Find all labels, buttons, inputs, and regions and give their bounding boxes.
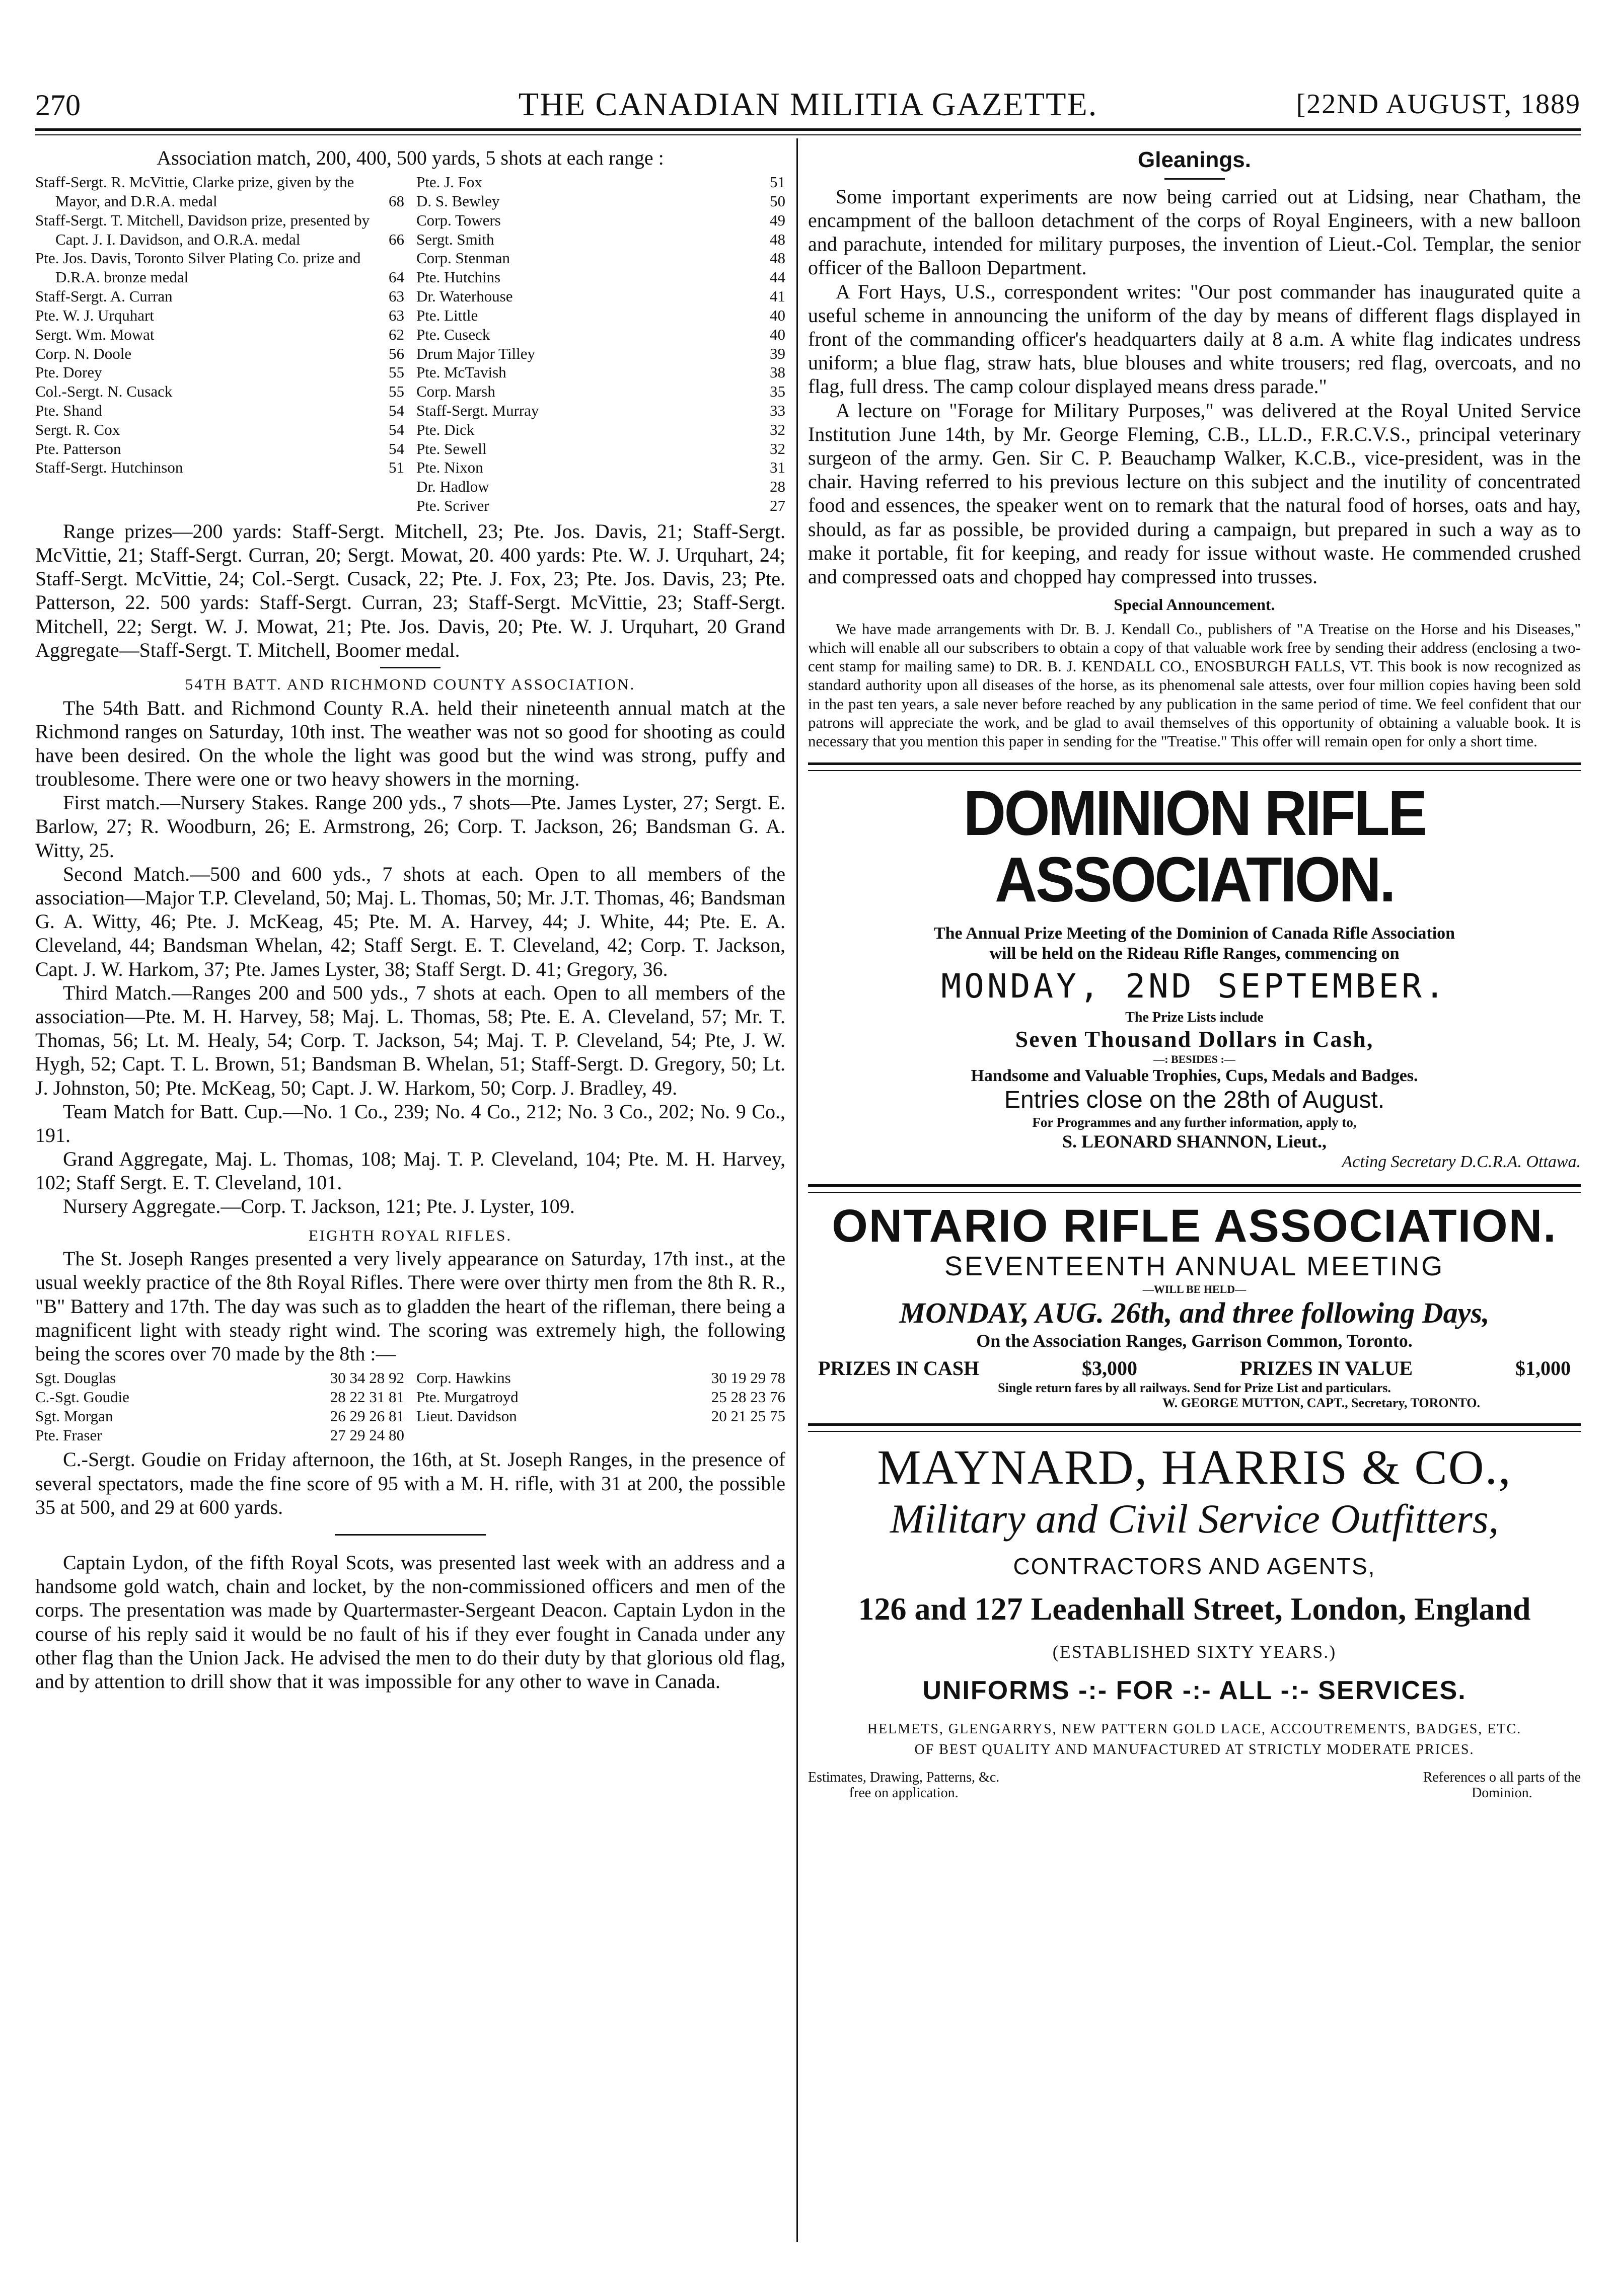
result-name: C.-Sgt. Goudie [35,1388,129,1406]
mh-uniforms: UNIFORMS -:- FOR -:- ALL -:- SERVICES. [922,1676,1467,1706]
mh-name: MAYNARD, HARRIS & CO., [877,1440,1512,1495]
result-row [416,458,785,477]
result-name: Dr. Waterhouse [416,287,513,305]
ora-title: ONTARIO RIFLE ASSOCIATION. [832,1200,1557,1252]
section-heading-8th: EIGHTH ROYAL RIFLES. [308,1226,512,1244]
mh-items: HELMETS, GLENGARRYS, NEW PATTERN GOLD LACE, ACCOUTREMENTS, BADGES, ETC. [867,1721,1522,1737]
dra-line: The Prize Lists include [1125,1009,1264,1025]
result-row [35,306,404,325]
result-row [416,439,785,458]
result-row [35,325,404,344]
result-name: Staff-Sergt. Hutchinson [35,458,183,477]
assoc-results [35,173,785,515]
result-name: Corp. N. Doole [35,344,132,362]
result-score: 27 29 24 80 [330,1426,404,1444]
result-score: 35 [770,382,785,401]
result-score: 66 [389,230,404,248]
dra-role: Acting Secretary D.C.R.A. Ottawa. [1342,1153,1581,1172]
masthead [35,75,1581,136]
section-rule [335,1534,486,1536]
result-row [416,496,785,515]
dra-advertisement [808,780,1581,1172]
result-name: Sgt. Morgan [35,1407,113,1425]
ora-advertisement [808,1202,1581,1411]
mh-footer-left [808,1770,999,1801]
s8-scores-left [35,1368,404,1444]
result-row [416,306,785,325]
ora-prizes-value-label: PRIZES IN VALUE [1239,1357,1413,1380]
result-score: 63 [389,287,404,305]
result-name: Pte. J. Fox [416,173,482,191]
result-row [35,287,404,306]
result-name: Sergt. R. Cox [35,420,120,438]
s54-nursery-aggregate: Nursery Aggregate.—Corp. T. Jackson, 121; Pte. J. Lyster, 109. [63,1195,575,1218]
result-score: 41 [770,287,785,305]
result-name: Col.-Sergt. N. Cusack [35,382,173,401]
ora-place: On the Association Ranges, Garrison Common, Toronto. [976,1330,1413,1351]
dra-line: The Annual Prize Meeting of the Dominion of Canada Rifle Association [933,924,1455,943]
result-row [35,249,404,287]
result-score: 55 [389,382,404,401]
mh-quality: OF BEST QUALITY AND MANUFACTURED AT STRICTLY MODERATE PRICES. [914,1741,1475,1757]
result-row [416,192,785,211]
result-name: Sgt. Douglas [35,1369,116,1387]
result-name: Corp. Marsh [416,382,495,401]
result-score: 54 [389,401,404,419]
right-column [808,146,1581,1801]
s54-first-match: First match.—Nursery Stakes. Range 200 yds., 7 shots—Pte. James Lyster, 27; Sergt. E. Barlow, 27; R. Woodburn, 26; E. Armstrong, 26; Corp. T. Jackson, 26; Bandsman G. A. Witty, 25. [35,791,785,862]
gleanings-fort-hays: A Fort Hays, U.S., correspondent writes: "Our post commander has inaugurated quite a useful scheme in announcing the uniform of the day by means of different flags displayed in front of the commanding officer's headquarters daily at 8 a.m. A white flag indicates undress uniform; a blue flag, straw hats, blue blouses and white trousers; red flag, overcoats, and no flag, full dress. The camp colour displayed means dress parade." [808,280,1581,398]
dra-title: DOMINION RIFLE ASSOCIATION. [963,778,1426,915]
result-score: 50 [770,192,785,210]
result-score: 64 [389,268,404,286]
gleanings-heading: Gleanings. [1138,147,1251,172]
dra-trophies: Handsome and Valuable Trophies, Cups, Medals and Badges. [971,1066,1418,1086]
result-score: 62 [389,325,404,343]
result-row [35,420,404,439]
assoc-results-left [35,173,404,515]
mh-contractors: CONTRACTORS AND AGENTS, [1013,1553,1376,1580]
ora-subtitle: SEVENTEENTH ANNUAL MEETING [944,1251,1445,1281]
result-row [416,1368,785,1388]
special-announcement-heading: Special Announcement. [1114,595,1275,614]
result-score: 26 29 26 81 [330,1407,404,1425]
result-score: 28 22 31 81 [330,1388,404,1406]
special-announcement-body: We have made arrangements with Dr. B. J. Kendall Co., publishers of "A Treatise on the Horse and his Diseases," which will enable all our subscribers to obtain a copy of that valuable work free by sending their address (enclosing a two-cent stamp for mailing same) to DR. B. J. KENDALL CO., ENOSBURGH FALLS, VT. This book is now recognized as standard authority upon all diseases of the horse, as its phenomenal sale attests, over four million copies having been sold in the past ten years, a sale never before reached by any publication in the same period of time. We feel confident that our patrons will appreciate the work, and be glad to avail themselves of this opportunity of obtaining a valuable book. It is necessary that you mention this paper in sending for the "Treatise." This offer will remain open for only a short time. [808,620,1581,750]
ora-fares: Single return fares by all railways. Send for Prize List and particulars. [998,1380,1391,1395]
result-score: 25 28 23 76 [711,1388,785,1406]
dra-entries: Entries close on the 28th of August. [1004,1087,1385,1114]
result-name: Pte. Cuseck [416,325,490,343]
result-row [35,439,404,458]
mh-tagline: Military and Civil Service Outfitters, [890,1495,1499,1542]
result-name: Corp. Hawkins [416,1369,511,1387]
result-score: 54 [389,420,404,438]
result-row [416,287,785,306]
header-rule [35,128,1581,135]
result-score: 30 34 28 92 [330,1369,404,1387]
result-name: Pte. Fraser [35,1426,102,1444]
result-name: Dr. Hadlow [416,478,489,496]
result-score: 32 [770,420,785,438]
result-row [416,325,785,344]
left-column [35,146,785,1693]
result-name: Sergt. Wm. Mowat [35,325,155,343]
result-row [416,1407,785,1426]
mh-established: (ESTABLISHED SIXTY YEARS.) [1052,1641,1337,1662]
dra-besides: —: BESIDES :— [1153,1053,1235,1066]
result-score: 48 [770,249,785,267]
page-number: 270 [35,89,81,122]
result-name: Staff-Sergt. Murray [416,401,539,419]
ora-prizes-value: $1,000 [1515,1357,1571,1380]
ora-prizes-cash: $3,000 [1082,1357,1138,1380]
newspaper-title: THE CANADIAN MILITIA GAZETTE. [518,86,1098,123]
result-row [416,401,785,420]
mh-footer-left-line: free on application. [849,1785,959,1801]
result-name: D. S. Bewley [416,192,500,210]
result-row [35,363,404,382]
ad-rule [808,762,1581,771]
result-score: 40 [770,325,785,343]
lydon-article: Captain Lydon, of the fifth Royal Scots, was presented last week with an address and a handsome gold watch, chain and locket, by the non-commissioned officers and men of the corps. The presentation was made by Quartermaster-Sergeant Deacon. Captain Lydon in the course of his reply said it would be no fault of his if they ever fought in Canada under any other flag than the Union Jack. He advised the men to do their duty by that glorious old flag, and by attention to drill show that it was impossible for any other to wave in Canada. [35,1551,785,1693]
result-score: 54 [389,439,404,457]
result-name: Pte. Shand [35,401,102,419]
s54-team-match: Team Match for Batt. Cup.—No. 1 Co., 239; No. 4 Co., 212; No. 3 Co., 202; No. 9 Co., 191. [35,1100,785,1146]
result-row [416,420,785,439]
result-row [35,344,404,363]
result-score: 44 [770,268,785,286]
s8-scores [35,1368,785,1444]
ora-date: MONDAY, AUG. 26th, and three following Days, [899,1296,1490,1329]
result-score: 32 [770,439,785,457]
result-name: Corp. Stenman [416,249,510,267]
result-score: 55 [389,363,404,381]
result-name: Drum Major Tilley [416,344,535,362]
result-score: 20 21 25 75 [711,1407,785,1425]
gleanings-forage: A lecture on "Forage for Military Purposes," was delivered at the Royal United Service Institution June 14th, by Mr. George Fleming, C.B., LL.D., F.R.C.V.S., principal veterinary surgeon of the army. Gen. Sir C. P. Beauchamp Walker, K.C.B., vice-president, was in the chair. Having referred to his previous lecture on this subject and the inutility of concentrated food and essences, the speaker went on to remark that the natural food of horses, oats and hay, should, as far as possible, be provided during a campaign, but prepared in such a way as to make it portable, fit for keeping, and ready for issue without waste. He commended crushed and compressed oats and chopped hay compressed into trusses. [808,399,1581,588]
result-score: 28 [770,478,785,496]
issue-date: [22ND AUGUST, 1889 [1296,89,1581,120]
ad-rule [808,1184,1581,1193]
result-row [416,268,785,287]
mh-footer-right-line: References o all parts of the [1423,1769,1581,1785]
section-heading-54th: 54TH BATT. AND RICHMOND COUNTY ASSOCIATION. [185,675,636,693]
section-rule [380,667,441,668]
ora-prizes [808,1356,1581,1380]
ora-secretary: W. GEORGE MUTTON, CAPT., Secretary, TORONTO. [1162,1396,1480,1411]
s54-second-match: Second Match.—500 and 600 yds., 7 shots at each. Open to all members of the association—Major T.P. Cleveland, 50; Maj. L. Thomas, 50; Mr. J.T. Thomas, 46; Bandsman G. A. Witty, 46; Pte. J. McKeag, 45; Pte. M. A. Harvey, 44; J. White, 44; Pte. E. A. Cleveland, 44; Bandsman Whelan, 42; Staff Sergt. E. T. Cleveland, 42; Corp. T. Jackson, Capt. J. W. Harkom, 37; Pte. James Lyster, 38; Staff Sergt. D. 41; Gregory, 36. [35,862,785,980]
result-name: Pte. Patterson [35,439,121,457]
result-score: 51 [770,173,785,191]
s8-scores-right [416,1368,785,1444]
s8-goudie: C.-Sergt. Goudie on Friday afternoon, the 16th, at St. Joseph Ranges, in the presence of several spectators, made the fine score of 95 with a M. H. rifle, with 31 at 200, the possible 35 at 500, and 29 at 600 yards. [35,1448,785,1518]
result-row [416,249,785,268]
result-row [35,1388,404,1407]
result-name: Pte. W. J. Urquhart [35,306,154,324]
result-row [416,344,785,363]
result-row [35,1407,404,1426]
result-name: Pte. Nixon [416,458,483,477]
result-score: 68 [389,192,404,210]
result-score: 40 [770,306,785,324]
result-row [35,173,404,211]
ora-prizes-cash-label: PRIZES IN CASH [818,1357,980,1380]
mh-footer-left-line: Estimates, Drawing, Patterns, &c. [808,1769,1000,1785]
result-score: 33 [770,401,785,419]
result-name: Pte. Little [416,306,478,324]
ad-rule [808,1423,1581,1432]
result-score: 49 [770,211,785,229]
mh-footer [808,1770,1581,1801]
result-score: 51 [389,458,404,477]
result-row [35,401,404,420]
result-score: 39 [770,344,785,362]
ora-held: —WILL BE HELD— [1142,1282,1247,1295]
result-row [416,173,785,192]
result-name: Pte. Dorey [35,363,102,381]
result-row [416,363,785,382]
result-name: Pte. Murgatroyd [416,1388,519,1406]
result-score: 31 [770,458,785,477]
result-name: Pte. Scriver [416,497,489,514]
result-row [416,230,785,249]
column-separator [796,138,798,2242]
section-rule [1164,178,1225,180]
assoc-results-right [416,173,785,515]
result-row [35,1368,404,1388]
result-score: 63 [389,306,404,324]
s54-grand-aggregate: Grand Aggregate, Maj. L. Thomas, 108; Maj. T. P. Cleveland, 104; Pte. M. H. Harvey, 102; Staff Sergt. E. T. Cleveland, 101. [35,1147,785,1194]
dra-cash: Seven Thousand Dollars in Cash, [1015,1026,1374,1052]
dra-contact: S. LEONARD SHANNON, Lieut., [1062,1131,1327,1152]
result-name: Sergt. Smith [416,230,494,248]
mh-advertisement [808,1441,1581,1801]
result-row [35,1426,404,1445]
result-name: Pte. Dick [416,420,475,438]
result-name: Pte. Hutchins [416,268,501,286]
result-name: Staff-Sergt. T. Mitchell, Davidson prize, presented by Capt. J. I. Davidson, and O.R.A. medal [35,211,370,248]
mh-address: 126 and 127 Leadenhall Street, London, England [858,1591,1531,1627]
result-score: 38 [770,363,785,381]
result-score: 56 [389,344,404,362]
assoc-intro: Association match, 200, 400, 500 yards, 5 shots at each range : [157,146,664,169]
dra-date: MONDAY, 2ND SEPTEMBER. [941,966,1448,1006]
result-row [35,211,404,249]
result-name: Staff-Sergt. A. Curran [35,287,173,305]
result-name: Pte. Sewell [416,439,487,457]
result-row [35,458,404,477]
result-row [416,211,785,230]
result-score: 30 19 29 78 [711,1369,785,1387]
result-row [35,382,404,401]
s54-third-match: Third Match.—Ranges 200 and 500 yds., 7 shots at each. Open to all members of the association—Pte. M. H. Harvey, 58; Maj. L. Thomas, 58; Pte. E. A. Cleveland, 57; Mr. T. Thomas, 56; Lt. M. Healy, 54; Corp. T. Jackson, 54; Maj. T. P. Cleveland, 54; Pte, J. W. Hygh, 52; Capt. T. L. Brown, 51; Bandsman B. Whelan, 51; Staff-Sergt. D. Gregory, 50; Lt. J. Johnston, 50; Pte. McKeag, 50; Capt. J. W. Harkom, 50; Corp. J. Bradley, 49. [35,981,785,1099]
dra-line: will be held on the Rideau Rifle Ranges, commencing on [989,944,1400,963]
mh-footer-right [1423,1770,1581,1801]
result-row [416,1388,785,1407]
result-score: 48 [770,230,785,248]
result-row [416,477,785,496]
result-name: Staff-Sergt. R. McVittie, Clarke prize, given by the Mayor, and D.R.A. medal [35,173,354,210]
dra-programmes: For Programmes and any further information, apply to, [1032,1114,1357,1130]
result-name: Pte. Jos. Davis, Toronto Silver Plating Co. prize and D.R.A. bronze medal [35,249,361,286]
mh-footer-right-line: Dominion. [1472,1785,1532,1801]
s8-paragraph: The St. Joseph Ranges presented a very lively appearance on Saturday, 17th inst., at the usual weekly practice of the 8th Royal Rifles. There were over thirty men from the 8th R. R., "B" Battery and 17th. The day was such as to gladden the heart of the rifleman, there being a magnificent light with steady right wind. The scoring was extremely high, the following being the scores over 70 made by the 8th :— [35,1247,785,1365]
result-score: 27 [770,497,785,514]
s54-paragraph: The 54th Batt. and Richmond County R.A. held their nineteenth annual match at the Richmond ranges on Saturday, 10th inst. The weather was not so good for shooting as could have been desired. On the whole the light was good but the wind was strong, puffy and troublesome. There were one or two heavy showers in the morning. [35,696,785,791]
result-name: Lieut. Davidson [416,1407,517,1425]
range-prizes: Range prizes—200 yards: Staff-Sergt. Mitchell, 23; Pte. Jos. Davis, 21; Staff-Sergt. McVittie, 21; Staff-Sergt. Curran, 20; Sergt. Mowat, 20. 400 yards: Pte. W. J. Urquhart, 24; Staff-Sergt. McVittie, 24; Col.-Sergt. Cusack, 22; Pte. J. Fox, 23; Pte. Jos. Davis, 23; Pte. Patterson, 22. 500 yards: Staff-Sergt. Curran, 23; Staff-Sergt. McVittie, 23; Staff-Sergt. Mitchell, 22; Sergt. W. J. Mowat, 21; Pte. Jos. Davis, 20; Pte. W. J. Urquhart, 20 Grand Aggregate—Staff-Sergt. T. Mitchell, Boomer medal. [35,519,785,661]
gleanings-balloon: Some important experiments are now being carried out at Lidsing, near Chatham, the encampment of the balloon detachment of the corps of Royal Engineers, with a new balloon and parachute, intended for military purposes, the invention of Lieut.-Col. Templar, the senior officer of the Balloon Department. [808,185,1581,279]
result-name: Corp. Towers [416,211,501,229]
result-name: Pte. McTavish [416,363,506,381]
result-row [416,382,785,401]
